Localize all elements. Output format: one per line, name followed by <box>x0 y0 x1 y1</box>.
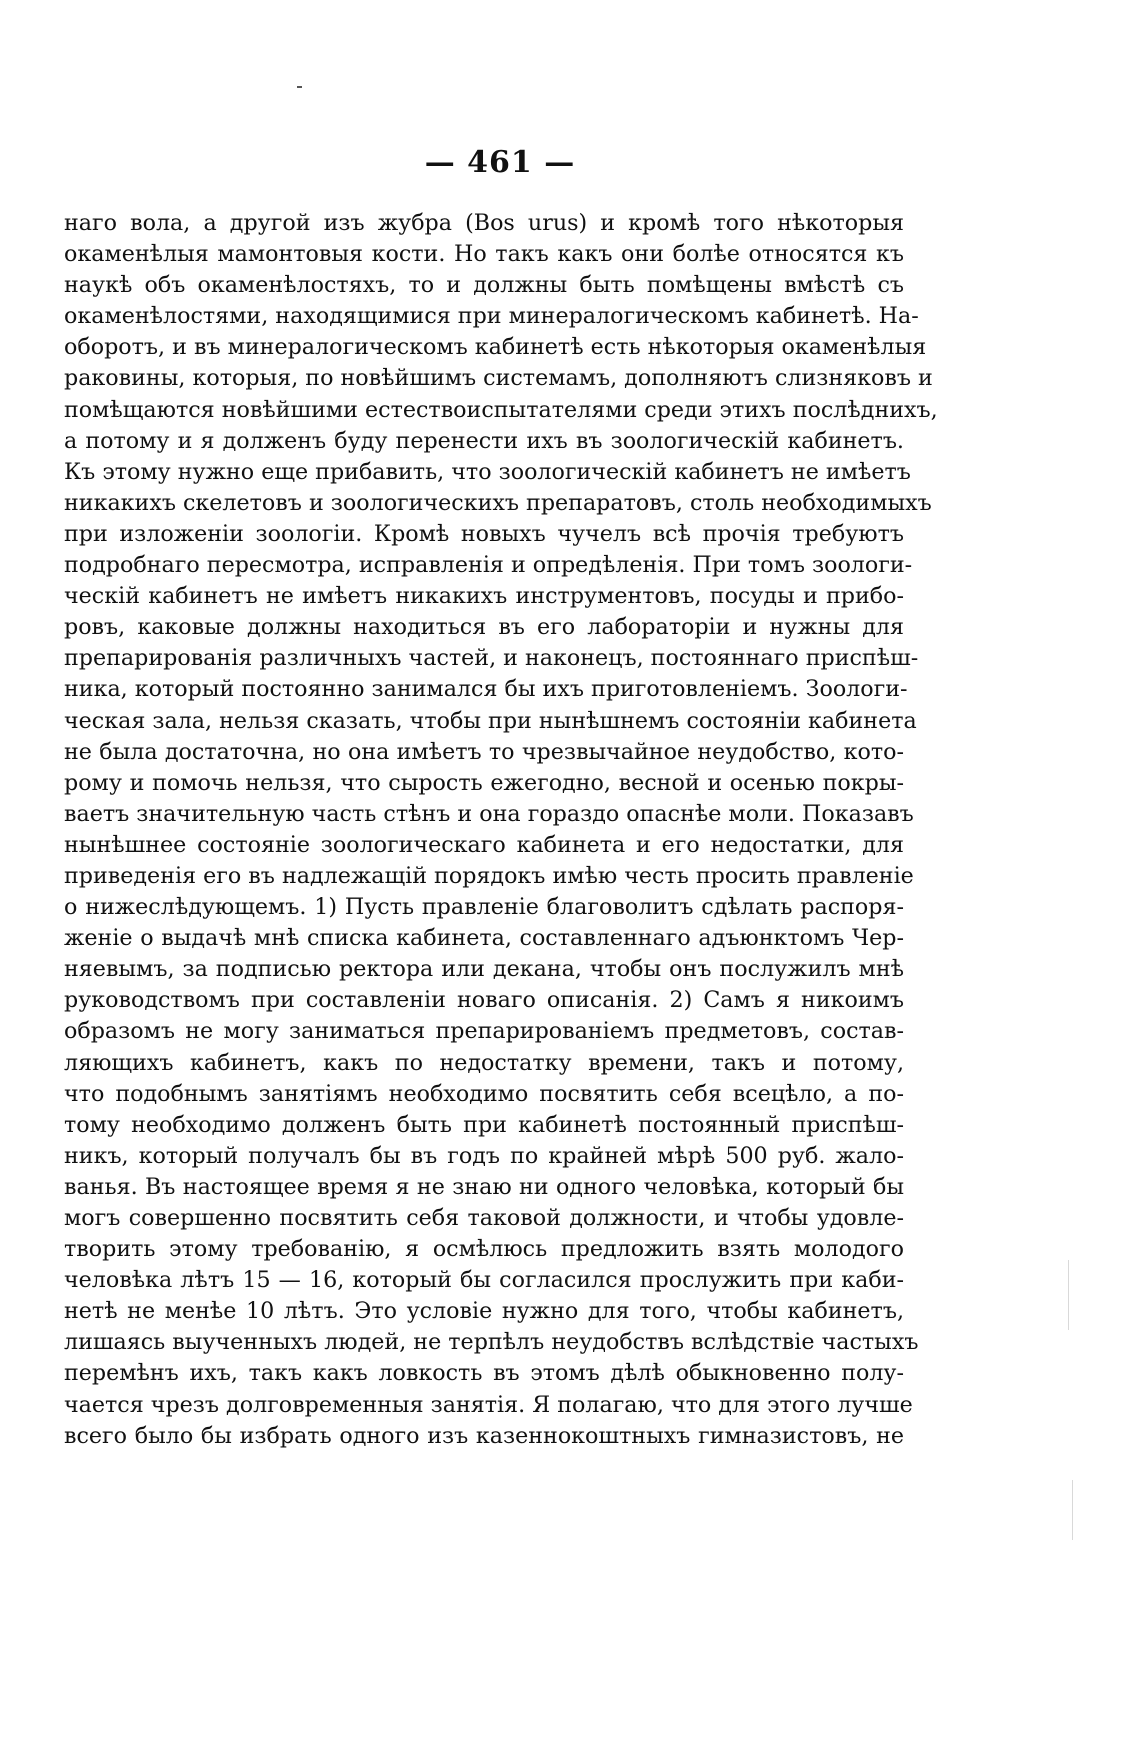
margin-line <box>1068 1260 1069 1330</box>
text-line: нетѣ не менѣе 10 лѣтъ. Это условіе нужно для того, чтобы кабинетъ, <box>64 1298 904 1325</box>
text-line: ровъ, каковые должны находиться въ его лабораторіи и нужны для <box>64 614 904 641</box>
text-line: ческая зала, нельзя сказать, чтобы при нынѣшнемъ состояніи кабинета <box>64 707 917 734</box>
text-line: всего было бы избрать одного изъ казеннокоштныхъ гимназистовъ, не <box>64 1422 904 1449</box>
text-line: могъ совершенно посвятить себя таковой должности, и чтобы удовле- <box>64 1205 904 1231</box>
text-line: женіе о выдачѣ мнѣ списка кабинета, составленнаго адъюнктомъ Чер- <box>64 925 904 952</box>
text-line: а потому и я долженъ буду перенести ихъ въ зоологическій кабинетъ. <box>64 427 904 454</box>
text-line: ника, который постоянно занимался бы ихъ приготовленіемъ. Зоологи- <box>64 676 908 703</box>
text-line: чается чрезъ долговременныя занятія. Я полагаю, что для этого лучше <box>64 1391 913 1418</box>
text-line: ляющихъ кабинетъ, какъ по недостатку времени, такъ и потому, <box>64 1049 904 1076</box>
text-line: окаменѣлостями, находящимися при минералогическомъ кабинетѣ. На- <box>64 303 919 330</box>
text-line: приведенія его въ надлежащій порядокъ имѣю честь просить правленіе <box>64 862 914 889</box>
text-line: оборотъ, и въ минералогическомъ кабинетѣ есть нѣкоторыя окаменѣлыя <box>64 334 927 361</box>
text-line: образомъ не могу заниматься препарированіемъ предметовъ, состав- <box>64 1018 904 1045</box>
margin-line <box>1072 1480 1073 1540</box>
text-line: лишаясь выученныхъ людей, не терпѣлъ неудобствъ вслѣдствіе частыхъ <box>64 1329 919 1356</box>
text-line: не была достаточна, но она имѣетъ то чрезвычайное неудобство, кото- <box>64 738 904 765</box>
text-line: никъ, который получалъ бы въ годъ по крайней мѣрѣ 500 руб. жало- <box>64 1142 904 1169</box>
text-line: рому и помочь нельзя, что сырость ежегодно, весной и осенью покры- <box>64 769 904 796</box>
text-line: препарированія различныхъ частей, и наконецъ, постояннаго приспѣш- <box>64 645 919 672</box>
text-line: перемѣнъ ихъ, такъ какъ ловкость въ этомъ дѣлѣ обыкновенно полу- <box>64 1360 904 1387</box>
text-line: ваетъ значительную часть стѣнъ и она гораздо опаснѣе моли. Показавъ <box>64 800 914 827</box>
text-line: помѣщаются новѣйшими естествоиспытателями среди этихъ послѣднихъ, <box>64 396 938 423</box>
text-line: окаменѣлыя мамонтовыя кости. Но такъ какъ они болѣе относятся къ <box>64 241 904 268</box>
text-line: наукѣ объ окаменѣлостяхъ, то и должны быть помѣщены вмѣстѣ съ <box>64 272 904 299</box>
text-line: подробнаго пересмотра, исправленія и опредѣленія. При томъ зоологи- <box>64 552 913 579</box>
text-line: ванья. Въ настоящее время я не знаю ни одного человѣка, который бы <box>64 1173 904 1200</box>
text-line: нынѣшнее состояніе зоологическаго кабинета и его недостатки, для <box>64 831 904 858</box>
text-line: при изложеніи зоологіи. Кромѣ новыхъ чучелъ всѣ прочія требуютъ <box>64 520 904 547</box>
text-line: творить этому требованію, я осмѣлюсь предложить взять молодого <box>64 1236 904 1263</box>
text-line: никакихъ скелетовъ и зоологическихъ препаратовъ, столь необходимыхъ <box>64 489 932 516</box>
text-line: Къ этому нужно еще прибавить, что зоологическій кабинетъ не имѣетъ <box>64 458 911 485</box>
text-line: раковины, которыя, по новѣйшимъ системамъ, дополняютъ слизняковъ и <box>64 365 933 392</box>
text-line: человѣка лѣтъ 15 — 16, который бы согласился прослужить при каби- <box>64 1267 904 1294</box>
text-line: руководствомъ при составленіи новаго описанія. 2) Самъ я никоимъ <box>64 987 904 1014</box>
page-number: — 461 — <box>424 145 576 180</box>
text-line: няевымъ, за подписью ректора или декана, чтобы онъ послужилъ мнѣ <box>64 956 904 983</box>
print-speck <box>297 86 302 88</box>
body-text <box>64 208 938 1452</box>
text-line: ческій кабинетъ не имѣетъ никакихъ инструментовъ, посуды и прибо- <box>64 583 904 610</box>
text-line: наго вола, а другой изъ жубра (Bos urus) и кромѣ того нѣкоторыя <box>64 210 904 236</box>
text-line: что подобнымъ занятіямъ необходимо посвятить себя всецѣло, а по- <box>64 1080 904 1107</box>
text-line: тому необходимо долженъ быть при кабинетѣ постоянный приспѣш- <box>64 1111 904 1138</box>
text-line: о нижеслѣдующемъ. 1) Пусть правленіе благоволитъ сдѣлать распоря- <box>64 894 904 921</box>
